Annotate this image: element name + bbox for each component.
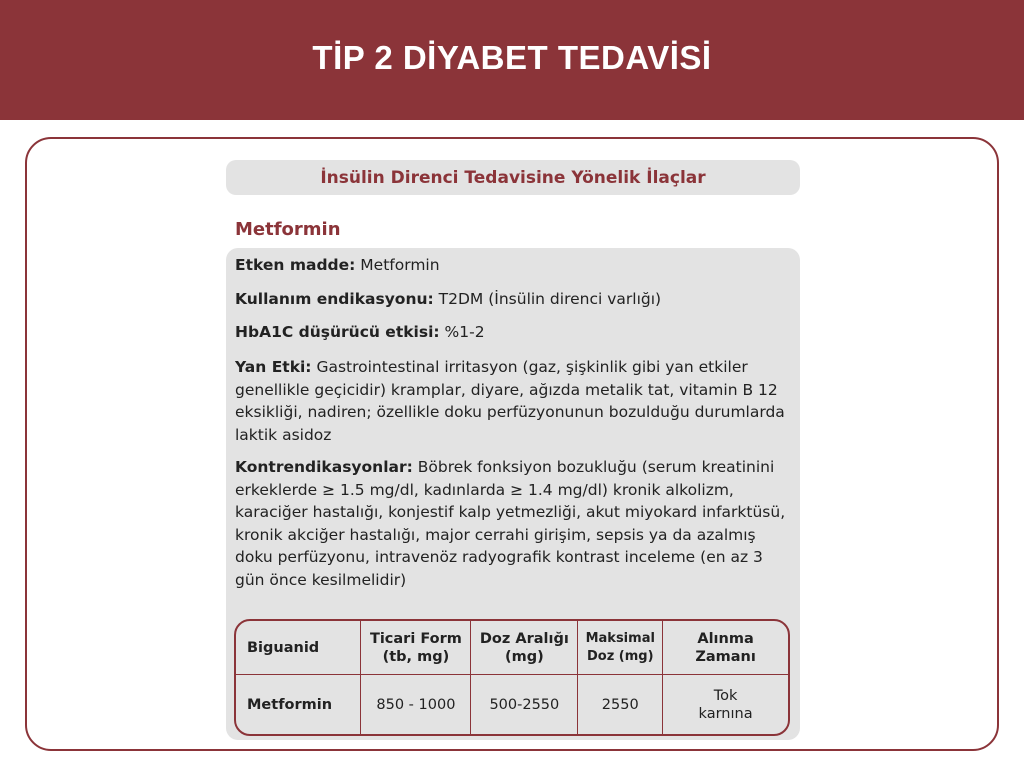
side-effects-label: Yan Etki:: [235, 358, 312, 376]
section-heading-bar: [226, 160, 800, 195]
cell-max-dose: 2550: [578, 675, 663, 734]
indication-row: [235, 288, 661, 311]
header-class: Biguanid: [236, 621, 361, 675]
cell-dose-range: 500-2550: [471, 675, 578, 734]
cell-trade-form: 850 - 1000: [361, 675, 471, 734]
dosage-table: [234, 619, 790, 736]
cell-drug: Metformin: [236, 675, 361, 734]
header-intake-time: Alınma Zamanı: [663, 621, 788, 675]
active-ingredient-label: Etken madde:: [235, 256, 356, 274]
side-effects-value: Gastrointestinal irritasyon (gaz, şişkinlik gibi yan etkiler genellikle geçicidir) kramplar, diyare, ağızda metalik tat, vitamin B 12 eksikliği, nadiren; özellikle doku perfüzyonunun bozulduğu durumlarda laktik asidoz: [235, 358, 785, 444]
table-row: [236, 675, 788, 734]
hba1c-row: [235, 321, 485, 344]
table-header-row: [236, 621, 788, 675]
contraindications-label: Kontrendikasyonlar:: [235, 458, 413, 476]
header-dose-range: Doz Aralığı (mg): [471, 621, 578, 675]
header-max-dose: Maksimal Doz (mg): [578, 621, 663, 675]
hba1c-label: HbA1C düşürücü etkisi:: [235, 323, 440, 341]
page-title: TİP 2 DİYABET TEDAVİSİ: [312, 39, 712, 76]
side-effects-paragraph: [235, 356, 787, 446]
indication-label: Kullanım endikasyonu:: [235, 290, 434, 308]
indication-value: T2DM (İnsülin direnci varlığı): [433, 290, 662, 308]
drug-info-card: [226, 160, 800, 740]
hba1c-value: %1-2: [439, 323, 485, 341]
header-trade-form: Ticari Form (tb, mg): [361, 621, 471, 675]
title-banner: [0, 0, 1024, 120]
active-ingredient-row: [235, 254, 440, 277]
contraindications-paragraph: [235, 456, 787, 591]
drug-name: Metformin: [235, 219, 341, 240]
active-ingredient-value: Metformin: [355, 256, 440, 274]
cell-intake-time: Tok karnına: [698, 687, 753, 722]
section-heading: İnsülin Direnci Tedavisine Yönelik İlaçlar: [320, 167, 706, 188]
contraindications-value: Böbrek fonksiyon bozukluğu (serum kreatinini erkeklerde ≥ 1.5 mg/dl, kadınlarda ≥ 1.4 mg/dl) kronik alkolizm, karaciğer hastalığı, konjestif kalp yetmezliği, akut miyokard infarktüsü, kronik akciğer hastalığı, major cerrahi girişim, sepsis ya da azalmış doku perfüzyonu, intravenöz radyografik kontrast inceleme (en az 3 gün önce kesilmelidir): [235, 458, 786, 589]
